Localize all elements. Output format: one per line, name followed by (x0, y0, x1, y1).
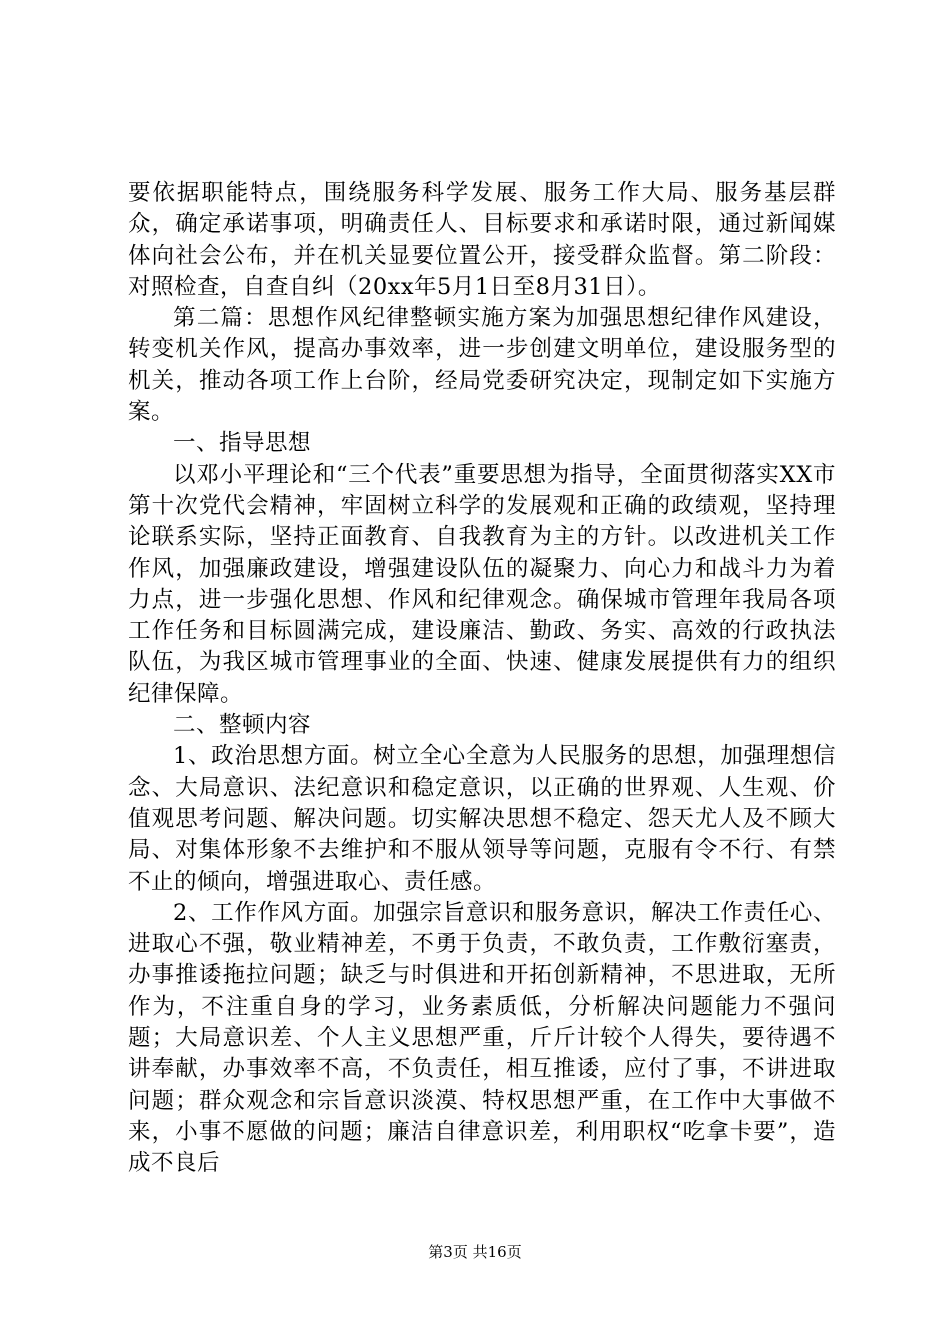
page-footer (0, 1242, 950, 1262)
section-heading: 一、指导思想 (173, 430, 312, 457)
page-number: 第3页 共16页 (428, 1243, 522, 1261)
section-heading: 二、整顿内容 (173, 712, 312, 739)
paragraph: 要依据职能特点，围绕服务科学发展、服务工作大局、服务基层群众，确定承诺事项，明确责任人、目标要求和承诺时限，通过新闻媒体向社会公布，并在机关显要位置公开，接受群众监督。第二阶段：对照检查，自查自纠（20xx年5月1日至8月31日）。 (128, 180, 836, 300)
paragraph: 2、工作作风方面。加强宗旨意识和服务意识，解决工作责任心、进取心不强，敬业精神差，不勇于负责，不敢负责，工作敷衍塞责，办事推诿拖拉问题；缺乏与时俱进和开拓创新精神，不思进取，无所作为，不注重自身的学习，业务素质低，分析解决问题能力不强问题；大局意识差、个人主义思想严重，斤斤计较个人得失，要待遇不讲奉献，办事效率不高，不负责任，相互推诿，应付了事，不讲进取问题；群众观念和宗旨意识淡漠、特权思想严重，在工作中大事做不来，小事不愿做的问题；廉洁自律意识差，利用职权“吃拿卡要”，造成不良后 (128, 899, 836, 1177)
paragraph: 1、政治思想方面。树立全心全意为人民服务的思想，加强理想信念、大局意识、法纪意识和稳定意识，以正确的世界观、人生观、价值观思考问题、解决问题。切实解决思想不稳定、怨天尤人及不顾大局、对集体形象不去维护和不服从领导等问题，克服有令不行、有禁不止的倾向，增强进取心、责任感。 (128, 743, 836, 895)
paragraph: 以邓小平理论和“三个代表”重要思想为指导，全面贯彻落实XX市第十次党代会精神，牢固树立科学的发展观和正确的政绩观，坚持理论联系实际，坚持正面教育、自我教育为主的方针。以改进机关工作作风，加强廉政建设，增强建设队伍的凝聚力、向心力和战斗力为着力点，进一步强化思想、作风和纪律观念。确保城市管理年我局各项工作任务和目标圆满完成，建设廉洁、勤政、务实、高效的行政执法队伍，为我区城市管理事业的全面、快速、健康发展提供有力的组织纪律保障。 (128, 461, 836, 707)
paragraph: 第二篇：思想作风纪律整顿实施方案为加强思想纪律作风建设，转变机关作风，提高办事效率，进一步创建文明单位，建设服务型的机关，推动各项工作上台阶，经局党委研究决定，现制定如下实施方案。 (128, 305, 836, 426)
document-body (128, 178, 836, 1180)
